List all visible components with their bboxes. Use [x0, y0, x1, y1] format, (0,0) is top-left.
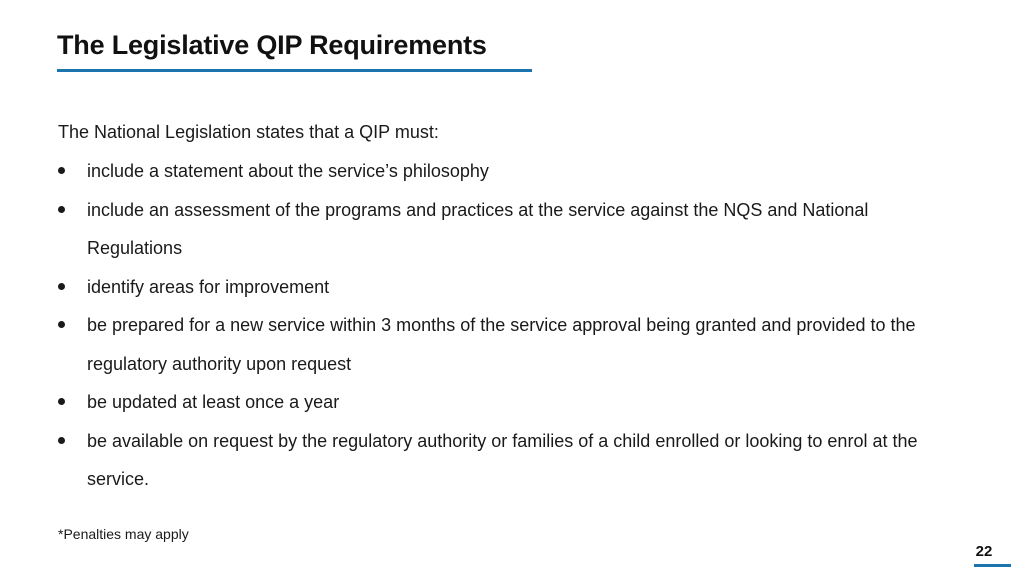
bullet-text: be prepared for a new service within 3 months of the service approval being granted and provided to the regulatory authority upon request — [87, 315, 916, 374]
bullet-text: include a statement about the service’s philosophy — [87, 161, 489, 181]
page-number-underline — [974, 564, 1011, 567]
bullet-item — [58, 268, 958, 307]
bullet-text: identify areas for improvement — [87, 276, 330, 297]
bullet-list — [58, 152, 958, 499]
bullet-text: be updated at least once a year — [87, 392, 340, 412]
bullet-dot-icon — [58, 283, 65, 290]
bullet-item — [58, 152, 958, 191]
slide-title: The Legislative QIP Requirements — [57, 30, 487, 60]
bullet-dot-icon — [58, 437, 65, 444]
bullet-dot-icon — [58, 398, 65, 405]
bullet-item — [58, 422, 958, 499]
footnote: *Penalties may apply — [58, 526, 189, 542]
bullet-item — [58, 383, 958, 422]
bullet-dot-icon — [58, 321, 65, 328]
page-number: 22 — [975, 543, 993, 560]
bullet-text: be available on request by the regulatory authority or families of a child enrolled or looking to enrol at the service. — [87, 430, 918, 489]
bullet-dot-icon — [58, 206, 65, 213]
title-underline — [57, 69, 532, 72]
bullet-item — [58, 306, 958, 383]
bullet-item — [58, 191, 958, 268]
bullet-text: include an assessment of the programs and practices at the service against the NQS and National Regulations — [87, 199, 869, 258]
intro-text: The National Legislation states that a QIP must: — [58, 122, 439, 142]
bullet-dot-icon — [58, 167, 65, 174]
